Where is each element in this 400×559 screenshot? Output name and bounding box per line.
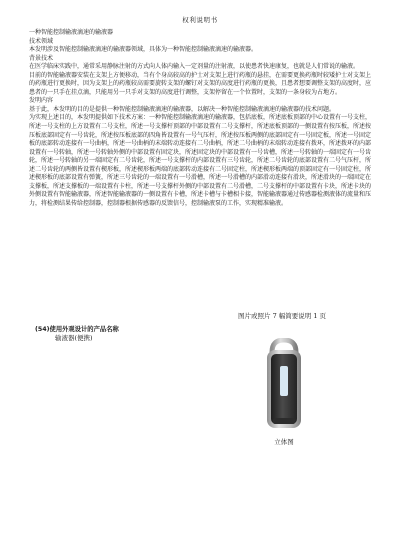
background-heading: 背景技术 <box>29 54 54 62</box>
device-cap <box>273 418 295 424</box>
background-paragraph-1: 在医学临床实践中，通常采用静脉注射的方式向人体内输入一定剂量的注射液，以使患者快速康复，也就是人们常说的输液。 <box>29 63 360 71</box>
design-product-name: 输液器(便携) <box>55 334 93 342</box>
field-paragraph: 本发明涉及智能控制输液滴速的输液器领域，具体为一种智能控制输液滴速的输液器。 <box>29 46 258 54</box>
document-body <box>29 29 371 208</box>
summary-heading: 发明内容 <box>29 97 54 105</box>
device-view-label: 立体图 <box>274 438 294 446</box>
field-heading: 技术领域 <box>29 37 54 45</box>
device-status-strip <box>280 366 288 396</box>
summary-paragraph-1: 基于此，本发明的目的是提供一种智能控制输液滴速的输液器，以解决一种智能控制输液滴速的输液器的技术问题。 <box>29 105 336 113</box>
figure-caption: 图片或照片 7 幅简要说明 1 页 <box>238 312 327 320</box>
summary-paragraph-2: 为实现上述目的，本发明提供如下技术方案：一种智能控制输液滴速的输液器，包括底板，所述底板顶部的中心设置有一号支柱，所述一号支柱的上方设置有二号支柱，所述一号支撑杆顶部的中部设置有二号支撑杆，所述底板顶部的一侧设置有按压板，所述按压板底部固定有一号齿轮，所述按压板底部的四角皆设置有一号气压杆，所述按压板两侧的底部固定有一号固定板，所述一号固定板的底部转动连接有一号曲柄，所述一号曲柄的末端转动连接有二号曲柄，所述二号曲柄的末端转动连接有拨环，所述拨环的内部设置有一号转轴，所述一号转轴外侧的中部设置有固定块，所述固定块的中部设置有一号齿槽，所述一号转轴的一端固定有一号齿轮，所述一号转轴的另一端固定有二号齿轮，所述一号支撑杆的内部设置有三号齿轮，所述二号齿轮的底部设置有二号气压杆，所述二号齿轮的两侧皆设置有楔形板，所述楔形板两端的底部转动连接有二号固定柱，所述楔形板两端的顶部固定有一号固定柱，所述楔形板的底部设置有弹簧，所述三号齿轮的一端设置有一号滑槽，所述一号滑槽的内部滑动连接有滑块，所述滑块的一端固定在支撑板，所述支撑板的一端设置有卡柱，所述一号支撑杆外侧的中部设置有二号滑槽，二号支撑杆的中部设置有卡块，所述卡块的外侧设置有智能输液器，所述智能输液器的一侧设置有卡槽，所述卡槽与卡槽相卡接，智能输液器通过传感器检测液体的流量和压力，将检测结果传给控制器，控制器根据传感器的反馈信号，控制输液泵的工作，实现精准输液。 <box>29 114 372 207</box>
design-product-title: (54)使用外观设计的产品名称 <box>35 326 119 333</box>
invention-title: 一种智能控制输液滴速的输液器 <box>29 29 114 36</box>
background-paragraph-2: 目前的智能输液器安装在支架上方便移动，当有个身高较高的护士对支架上进行药瓶的悬挂，在需要更换药瓶时较矮护士对支架上的药瓶进行更换时，因为支架上的药瓶较高需要旋转支架的螺钉对支架的高度进行药瓶的更换，且患者想要调整支架的高度时，应患者的一只手在挂点滴，只能用另一只手对支架的高度进行调整，支架停留在一个位置时，支架的一条身较为占地方。 <box>29 71 372 96</box>
device-perspective-image <box>262 338 306 430</box>
design-section <box>35 325 119 343</box>
page-header: 权利说明书 <box>182 16 218 24</box>
